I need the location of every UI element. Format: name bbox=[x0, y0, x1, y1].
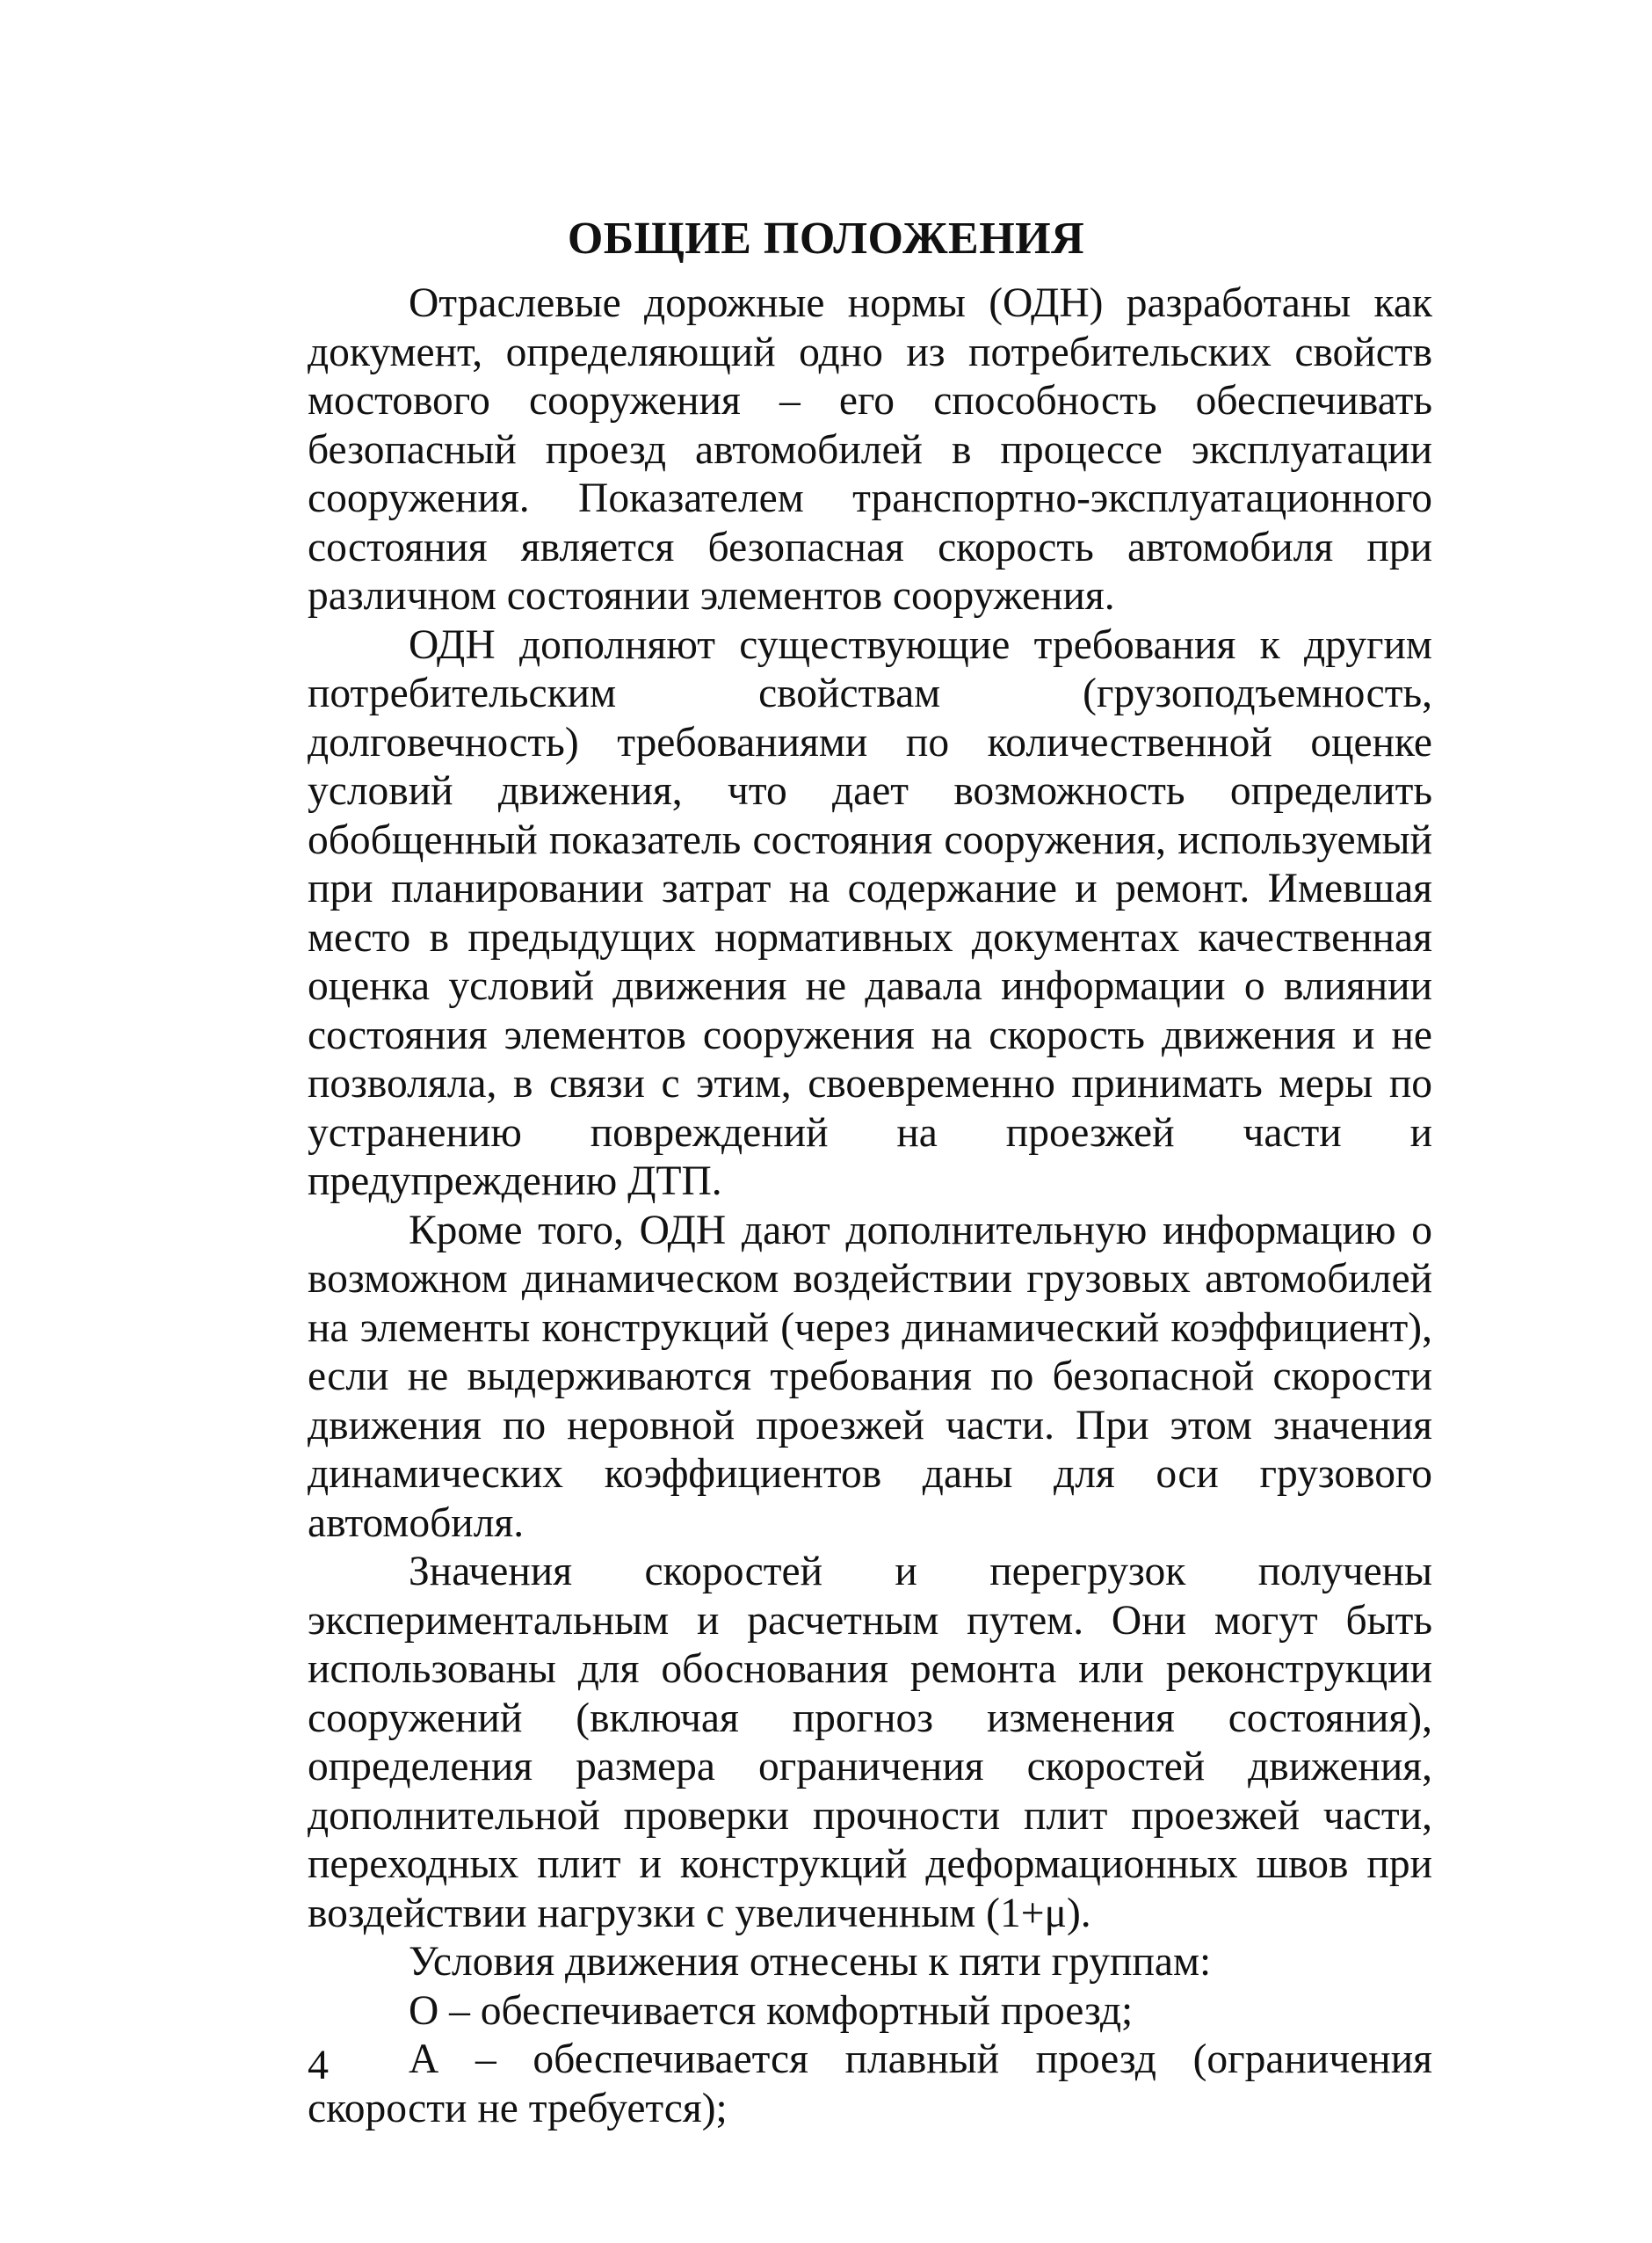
section-heading: ОБЩИЕ ПОЛОЖЕНИЯ bbox=[567, 214, 1085, 264]
paragraph-3: Кроме того, ОДН дают дополнительную информацию о возможном динамическом воздействии грузовых автомобилей на элементы конструкций (через динамический коэффициент), если не выдерживаются требования по безопасной скорости движения по неровной проезжей части. При этом значения динамических коэффициентов даны для оси грузового автомобиля. bbox=[308, 1207, 1432, 1546]
body-text bbox=[308, 279, 1432, 2133]
paragraph-2: ОДН дополняют существующие требования к другим потребительским свойствам (грузоподъемность, долговечность) требованиями по количественной оценке условий движения, что дает возможность определить обобщенный показатель состояния сооружения, используемый при планировании затрат на содержание и ремонт. Имевшая место в предыдущих нормативных документах качественная оценка условий движения не давала информации о влиянии состояния элементов сооружения на скорость движения и не позволяла, в связи с этим, своевременно принимать меры по устранению повреждений на проезжей части и предупреждению ДТП. bbox=[308, 621, 1432, 1204]
list-item-group-o: О – обеспечивается комфортный проезд; bbox=[409, 1987, 1134, 2034]
paragraph-5: Условия движения отнесены к пяти группам: bbox=[409, 1939, 1212, 1985]
paragraph-4: Значения скоростей и перегрузок получены экспериментальным и расчетным путем. Они могут быть использованы для обоснования ремонта или реконструкции сооружений (включая прогноз изменения состояния), определения размера ограничения скоростей движения, дополнительной проверки прочности плит проезжей части, переходных плит и конструкций деформационных швов при воздействии нагрузки с увеличенным (1+μ). bbox=[308, 1549, 1432, 1936]
list-item-group-a: А – обеспечивается плавный проезд (ограничения скорости не требуется); bbox=[308, 2036, 1432, 2131]
page-number: 4 bbox=[308, 2042, 329, 2088]
paragraph-1: Отраслевые дорожные нормы (ОДН) разработаны как документ, определяющий одно из потребительских свойств мостового сооружения – его способность обеспечивать безопасный проезд автомобилей в процессе эксплуатации сооружения. Показателем транспортно-эксплуатационного состояния является безопасная скорость автомобиля при различном состоянии элементов сооружения. bbox=[308, 280, 1432, 619]
